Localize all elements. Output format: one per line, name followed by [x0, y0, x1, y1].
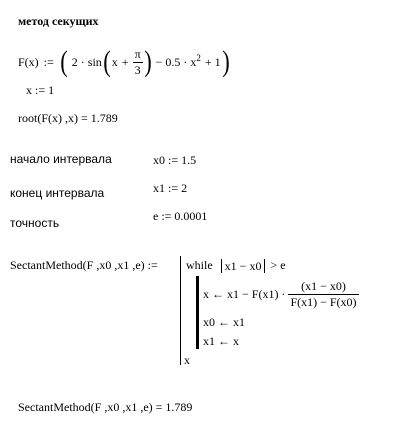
denominator-three: 3 — [134, 62, 141, 77]
while-condition-tail: > e — [270, 258, 286, 272]
while-abs-value: x1 − x0 — [221, 259, 266, 273]
while-keyword: while — [186, 258, 213, 272]
square-exponent: 2 — [196, 53, 201, 63]
interval-start-label: начало интервала — [10, 152, 112, 166]
method-result[interactable]: SectantMethod(F ,x0 ,x1 ,e) = 1.789 — [18, 400, 193, 414]
open-paren: ( — [60, 45, 68, 78]
sin-close-paren: ) — [143, 45, 152, 78]
secant-numerator: (x1 − x0) — [301, 278, 346, 293]
coefficient-two: 2 — [71, 54, 78, 69]
function-tail-a: − 0.5 · x — [155, 54, 197, 69]
function-tail-b: + 1 — [204, 54, 221, 69]
worksheet-title: метод секущих — [18, 14, 99, 28]
x1-assignment[interactable]: x1 := 2 — [153, 181, 188, 195]
sin-function: sin — [87, 54, 102, 69]
x-initial-assignment[interactable]: x := 1 — [26, 83, 55, 97]
update-x0-statement[interactable]: x0 ← x1 — [203, 315, 245, 329]
function-lhs: F(x) — [18, 54, 39, 69]
close-paren: ) — [221, 45, 230, 78]
pi-symbol: π — [134, 46, 141, 61]
secant-fraction — [288, 279, 358, 310]
function-definition[interactable] — [18, 44, 231, 80]
pi-over-three-fraction — [133, 47, 143, 78]
root-evaluation[interactable]: root(F(x) ,x) = 1.789 — [18, 111, 118, 125]
update-x-statement[interactable] — [203, 277, 359, 311]
plus-operator: + — [121, 54, 129, 69]
program-outer-bar — [180, 256, 181, 365]
variable-x: x — [111, 54, 118, 69]
while-statement[interactable] — [186, 258, 286, 273]
x0-assignment[interactable]: x0 := 1.5 — [153, 153, 197, 167]
update-x-prefix: x ← x1 − F(x1) · — [203, 286, 286, 301]
multiply-dot: · — [80, 54, 85, 69]
update-x1-statement[interactable]: x1 ← x — [203, 334, 239, 348]
precision-assignment[interactable]: e := 0.0001 — [153, 209, 208, 223]
return-value[interactable]: x — [184, 353, 190, 367]
secant-denominator: F(x1) − F(x0) — [290, 294, 357, 309]
interval-end-label: конец интервала — [10, 186, 105, 200]
method-header[interactable]: SectantMethod(F ,x0 ,x1 ,e) := — [10, 258, 158, 272]
program-inner-bar — [196, 276, 199, 349]
sin-open-paren: ( — [103, 45, 111, 78]
precision-label: точность — [10, 216, 60, 230]
assign-operator: := — [43, 54, 54, 69]
